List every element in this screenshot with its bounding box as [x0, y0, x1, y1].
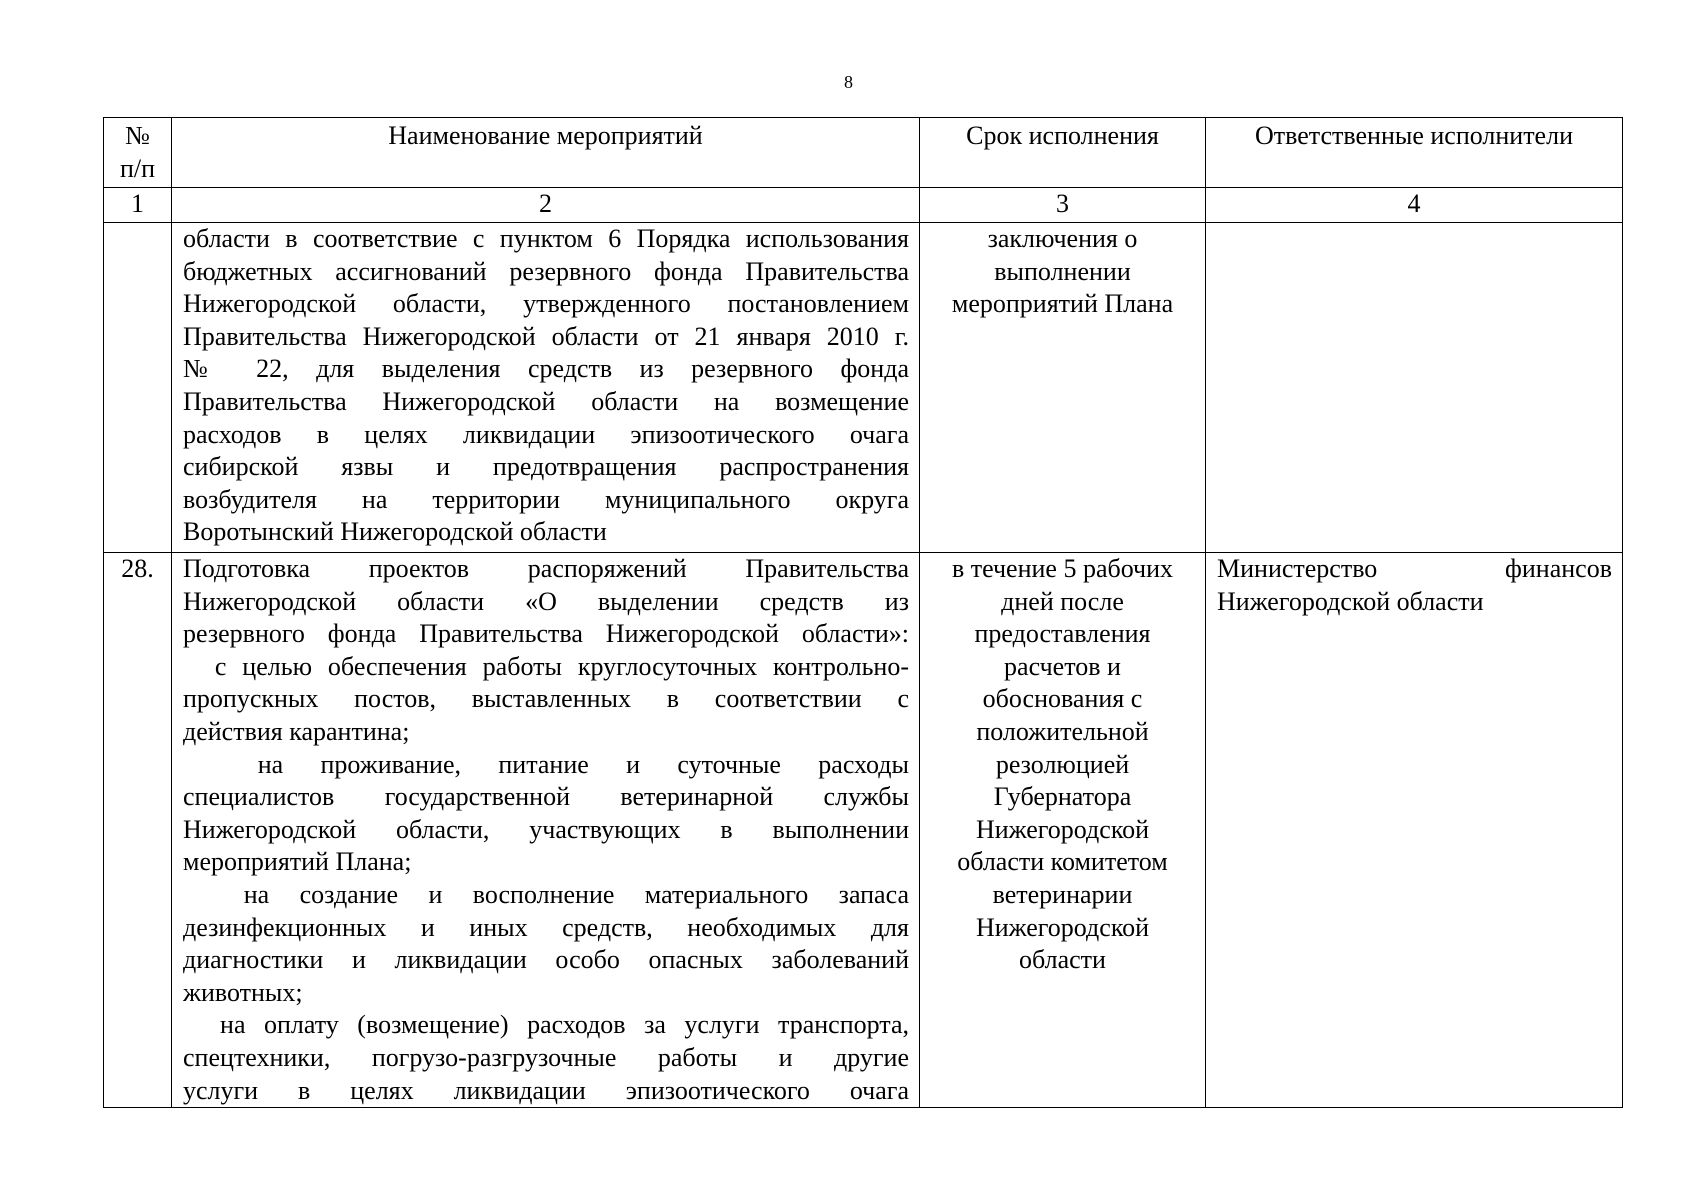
text-line: области [1019, 945, 1106, 975]
text-line: Воротынский Нижегородской области [183, 517, 607, 547]
text-line: Нижегородской области, участвующих в выполнении [183, 814, 909, 844]
text-line: Нижегородской области, утвержденного постановлением [183, 289, 909, 319]
text-line: Правительства Нижегородской области на возмещение [183, 386, 909, 416]
responsible-line [1217, 553, 1612, 586]
text-line: Правительства Нижегородской области от 21 января 2010 г. [183, 321, 909, 351]
text-line: специалистов государственной ветеринарной службы [183, 782, 909, 812]
text-line: ветеринарии [992, 879, 1133, 909]
text-line: спецтехники, погрузо-разгрузочные работы и другие [183, 1042, 909, 1072]
header-name: Наименование мероприятий [172, 118, 920, 188]
text-line: мероприятий Плана; [183, 847, 412, 877]
header-number-abbr: п/п [119, 153, 156, 183]
text-line: заключения о [987, 224, 1138, 253]
text-line: возбудителя на территории муниципального округа [183, 484, 909, 514]
term-cell [920, 223, 1206, 553]
text-line: на оплату (возмещение) расходов за услуги транспорта, [183, 1010, 909, 1040]
text-line: Подготовка проектов распоряжений Правительства [183, 554, 909, 583]
table-row [104, 223, 1623, 553]
text-line: № 22, для выделения средств из резервного фонда [183, 354, 909, 384]
header-responsible: Ответственные исполнители [1206, 118, 1623, 188]
text-line: действия карантина; [183, 716, 410, 746]
text-line: резолюцией [995, 749, 1130, 779]
text-line: Нижегородской [975, 912, 1150, 942]
header-number [104, 118, 172, 188]
text-line: области комитетом [957, 847, 1168, 877]
responsible-word: финансов [1505, 554, 1612, 583]
column-numbers-row [104, 188, 1623, 223]
text-line: предоставления [974, 619, 1151, 649]
column-number: 2 [172, 188, 920, 223]
table-row [104, 553, 1623, 1108]
page-number: 8 [844, 72, 853, 92]
table-header-row [104, 118, 1623, 188]
measures-table [103, 117, 1623, 1108]
text-line: пропускных постов, выставленных в соответствии с [183, 684, 909, 714]
text-line: Нижегородской области «О выделении средств из [183, 586, 909, 616]
text-line: выполнении [994, 256, 1131, 286]
header-number-sign: № [125, 121, 150, 150]
text-line: на создание и восполнение материального запаса [183, 879, 909, 909]
text-line: дней после [1001, 586, 1124, 616]
text-line: животных; [183, 977, 303, 1007]
text-line: резервного фонда Правительства Нижегородской области»: [183, 619, 909, 649]
text-line: расчетов и [1004, 651, 1121, 681]
responsible-line: Нижегородской области [1217, 586, 1484, 616]
column-number: 4 [1206, 188, 1623, 223]
row-number-cell: 28. [104, 553, 172, 1108]
text-line: услуги в целях ликвидации эпизоотического очага [183, 1075, 909, 1105]
text-line: расходов в целях ликвидации эпизоотического очага [183, 419, 909, 449]
term-cell [920, 553, 1206, 1108]
text-line: на проживание, питание и суточные расходы [183, 749, 909, 779]
responsible-word: Министерство [1217, 554, 1378, 583]
text-line: сибирской язвы и предотвращения распространения [183, 452, 909, 482]
text-line: области в соответствие с пунктом 6 Порядка использования [183, 224, 909, 253]
text-line: обоснования с [982, 684, 1143, 714]
text-line: мероприятий Плана [951, 289, 1174, 319]
text-line: в течение 5 рабочих [951, 554, 1174, 583]
responsible-cell [1206, 553, 1623, 1108]
measure-name-cell [172, 553, 920, 1108]
text-line: Нижегородской [975, 814, 1150, 844]
text-line: положительной [976, 716, 1149, 746]
text-line: диагностики и ликвидации особо опасных заболеваний [183, 945, 909, 975]
column-number: 3 [920, 188, 1206, 223]
measure-name-cell [172, 223, 920, 553]
responsible-cell [1206, 223, 1623, 553]
column-number: 1 [104, 188, 172, 223]
text-line: дезинфекционных и иных средств, необходимых для [183, 912, 909, 942]
row-number-cell [104, 223, 172, 553]
text-line: бюджетных ассигнований резервного фонда Правительства [183, 256, 909, 286]
header-term: Срок исполнения [920, 118, 1206, 188]
text-line: Губернатора [993, 782, 1132, 812]
text-line: с целью обеспечения работы круглосуточных контрольно- [183, 651, 909, 681]
